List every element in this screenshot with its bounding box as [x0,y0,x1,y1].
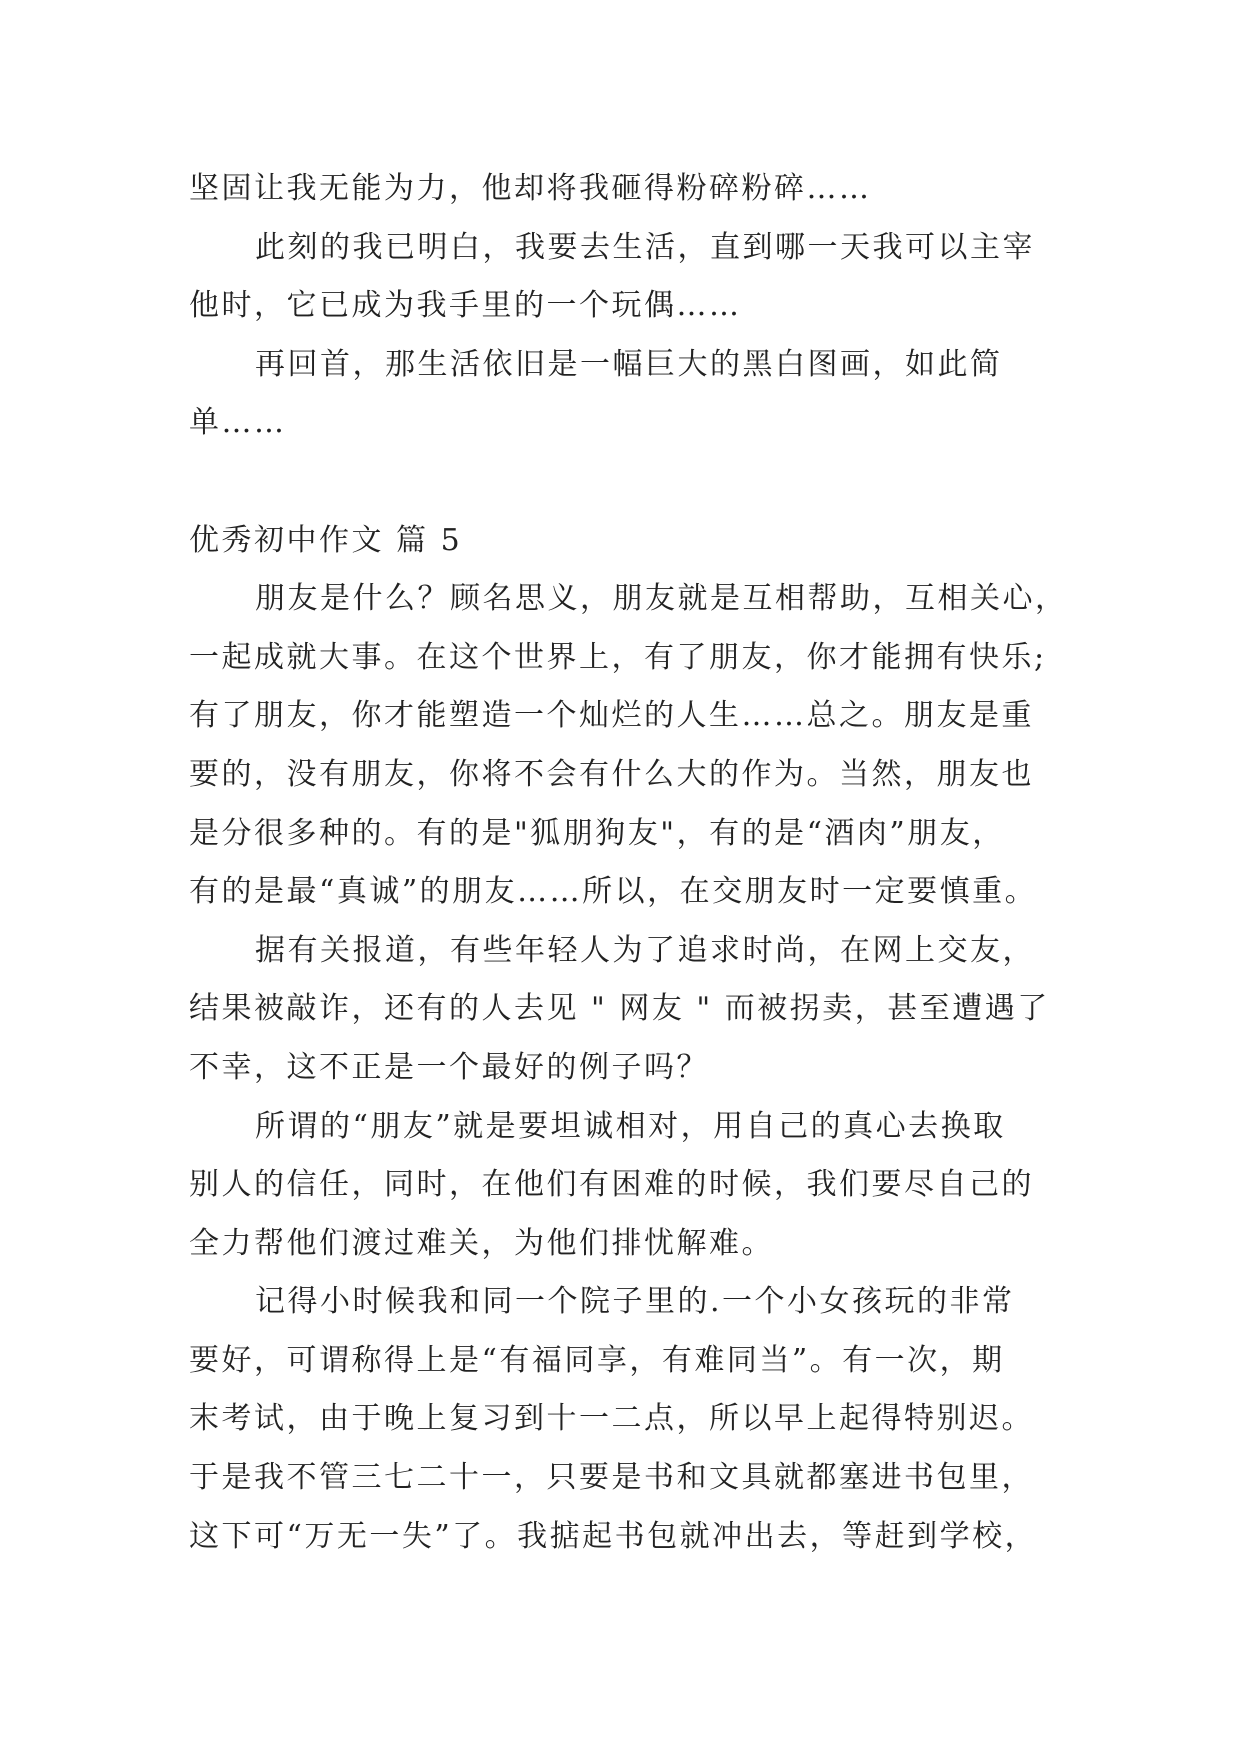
paragraph-start-line: 记得小时候我和同一个院子里的.一个小女孩玩的非常 [255,1284,1015,1320]
text-line: 有的是最“真诚”的朋友……所以，在交朋友时一定要慎重。 [189,874,1038,910]
section-5-body [189,570,1068,1566]
paragraph-start-line: 再回首，那生活依旧是一幅巨大的黑白图画，如此简 [255,346,1003,382]
text-line: 单…… [189,405,287,441]
text-line: 一起成就大事。在这个世界上，有了朋友，你才能拥有快乐; [189,639,1047,675]
text-line: 有了朋友，你才能塑造一个灿烂的人生……总之。朋友是重 [189,698,1034,734]
text-line: 末考试，由于晚上复习到十一二点，所以早上起得特别迟。 [189,1401,1034,1437]
paragraph-start-line: 此刻的我已明白，我要去生活，直到哪一天我可以主宰 [255,229,1035,265]
text-line: 要的，没有朋友，你将不会有什么大的作为。当然，朋友也 [189,756,1034,792]
text-line: 全力帮他们渡过难关，为他们排忧解难。 [189,1225,774,1261]
text-line: 结果被敲诈，还有的人去见 " 网友 " 而被拐卖，甚至遭遇了 [189,991,1050,1027]
text-line: 于是我不管三七二十一，只要是书和文具就都塞进书包里， [189,1460,1034,1496]
text-line: 他时，它已成为我手里的一个玩偶…… [189,288,742,324]
text-line: 坚固让我无能为力，他却将我砸得粉碎粉碎…… [189,171,872,206]
section-gap [189,453,1051,512]
text-line: 不幸，这不正是一个最好的例子吗？ [189,1049,709,1085]
document-body [189,160,1068,1566]
paragraph-start-line: 据有关报道，有些年轻人为了追求时尚，在网上交友， [255,932,1035,968]
text-line: 是分很多种的。有的是"狐朋狗友"，有的是“酒肉”朋友， [189,815,1005,851]
previous-section-text [189,160,1051,453]
text-line: 这下可“万无一失”了。我掂起书包就冲出去，等赶到学校， [189,1518,1038,1554]
section-heading: 优秀初中作文 篇 5 [189,522,463,558]
paragraph-start-line: 所谓的“朋友”就是要坦诚相对，用自己的真心去换取 [255,1108,1006,1144]
text-line: 别人的信任，同时，在他们有困难的时候，我们要尽自己的 [189,1167,1034,1203]
paragraph-start-line: 朋友是什么？顾名思义，朋友就是互相帮助，互相关心， [255,581,1068,617]
text-line: 要好，可谓称得上是“有福同享，有难同当”。有一次，期 [189,1342,1005,1378]
